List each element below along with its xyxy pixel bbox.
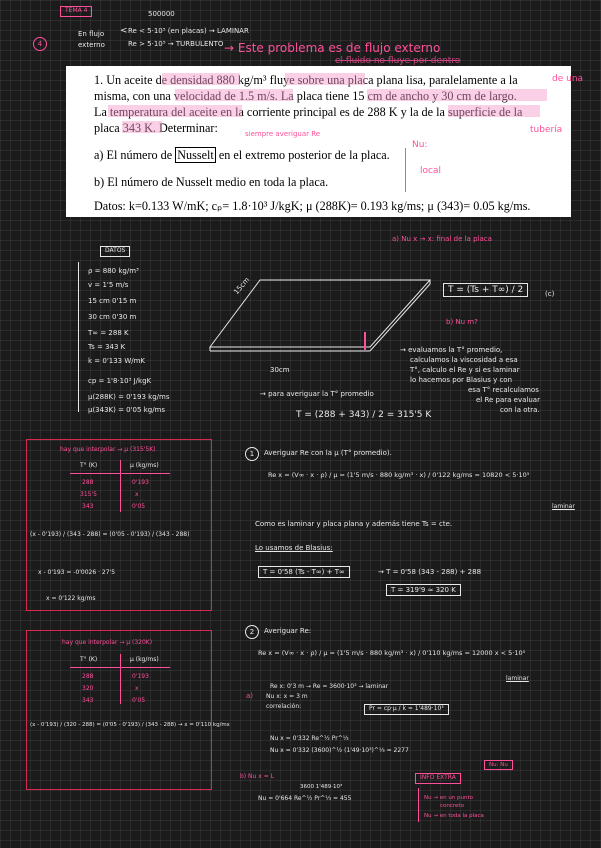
brace-icon: < [120, 26, 128, 36]
nu-med-line-2: Nu = 0'664 Re^½ Pr^⅓ = 455 [258, 795, 352, 802]
problem-line-1: 1. Un aceite de densidad 880 kg/m³ fluye sobre una placa plana lisa, paralelamente a la [94, 73, 518, 87]
interp2-title: hay que interpolar → μ (320K) [62, 639, 153, 646]
step1-laminar: laminar [552, 503, 575, 510]
turbulent-rule: Re > 5·10⁵ → TURBULENTO [128, 40, 224, 48]
pr-formula: Pr = cp·μ / k = 1'489·10³ [364, 704, 449, 715]
interp1-r0c1: 0'193 [132, 479, 149, 486]
interp1-col2: μ (kg/ms) [130, 462, 159, 469]
info-3: Nu → en toda la placa [424, 813, 484, 819]
eval-note-1: → evaluamos la T° promedio, [400, 346, 503, 354]
re-critical-value: 500000 [148, 10, 175, 18]
dato-1: v = 1'5 m/s [88, 281, 129, 289]
scratched-note: el fluido no fluye por dentro [335, 56, 461, 66]
interp2-r1c0: 320 [82, 685, 94, 692]
problem-question-b: b) El número de Nusselt medio en toda la placa. [94, 175, 329, 189]
interp2-r2c1: 0'05 [132, 697, 146, 704]
film-temp-label: (c) [545, 290, 555, 298]
problem-line-4: placa 343 K. Determinar: [94, 121, 218, 135]
interp1-r0c0: 288 [82, 479, 94, 486]
dim-15cm: 15cm [232, 275, 252, 297]
interp2-r1c1: x [135, 685, 139, 692]
nusselt-highlight: Nusselt [177, 148, 214, 162]
interp1-divider [120, 460, 121, 512]
topic-tag: TEMA 4 [60, 6, 92, 17]
interp1-r2c0: 343 [82, 503, 94, 510]
dato-3: 30 cm 0'30 m [88, 313, 137, 321]
highlight-oil-temp [108, 105, 242, 117]
step2-formula: Re x = (V∞ · x · ρ) / μ = (1'5 m/s · 880 kg/m³ · x) / 0'110 kg/ms = 12000 x < 5·10⁵ [258, 649, 526, 657]
flow-label-2: externo [78, 41, 105, 49]
film-temp-formula: T = (Ts + T∞) / 2 [443, 283, 528, 297]
rex-line: Re x: 0'3 m → Re = 3600·10³ → laminar [270, 683, 389, 690]
nu-med-note: b) Nu m? [446, 318, 478, 326]
flow-label-1: En flujo [78, 30, 105, 38]
avg-temp-text: → para averiguar la T° promedio [260, 390, 374, 398]
annotation-siempre: siempre averiguar Re [245, 130, 321, 138]
interp2-col1: T° (K) [80, 656, 98, 663]
step1-formula: Re x = (V∞ · x · ρ) / μ = (1'5 m/s · 880 kg/m³ · x) / 0'122 kg/ms = 10820 < 5·10⁵ [268, 471, 530, 479]
problem-line-2: misma, con una velocidad de 1.5 m/s. La placa tiene 15 cm de ancho y 30 cm de largo. [94, 89, 517, 103]
blasius-result-1: → T = 0'58 (343 - 288) + 288 [378, 568, 482, 576]
eval-note-5: esa T° recalculamos [468, 386, 539, 394]
info-badge: Nu: Nu [484, 760, 513, 770]
nu-line-1: Nu x: x = 3 m [266, 693, 308, 700]
dato-5: Ts = 343 K [88, 343, 126, 351]
dato-2: 15 cm 0'15 m [88, 297, 137, 305]
margin-note-2: tubería [530, 125, 563, 135]
dato-7: cp = 1'8·10³ J/kgK [88, 377, 152, 385]
eval-note-2: calculamos la viscosidad a esa [410, 356, 518, 364]
highlight-surface [448, 105, 540, 117]
interp1-calc-2: x = 0'122 kg/ms [46, 595, 96, 602]
interp2-divider [120, 654, 121, 704]
info-1: Nu → en un punto [424, 795, 474, 801]
dato-4: T∞ = 288 K [88, 329, 129, 337]
step2-laminar: laminar [506, 675, 529, 682]
annotation-local: local [420, 166, 441, 176]
interp1-r1c0: 315'5 [80, 491, 97, 498]
highlight-plate [285, 73, 365, 85]
interp2-calc-0: (x - 0'193) / (320 - 288) = (0'05 - 0'193) / (343 - 288) → x = 0'110 kg/ms [30, 722, 230, 728]
interp1-calc-0: (x - 0'193) / (343 - 288) = (0'05 - 0'193) / (343 - 288) [30, 531, 190, 538]
nu-line-2: correlación: [266, 703, 302, 710]
info-2: concreto [440, 803, 464, 809]
dato-9: μ(343K) = 0'05 kg/ms [88, 406, 166, 414]
blasius-title: Lo usamos de Blasius: [255, 544, 333, 552]
interp2-col2: μ (kg/ms) [130, 656, 159, 663]
avg-temp-formula: T = (288 + 343) / 2 = 315'5 K [296, 410, 432, 420]
dato-6: k = 0'133 W/mK [88, 357, 146, 365]
dato-8: μ(288K) = 0'193 kg/ms [88, 393, 170, 401]
dato-0: ρ = 880 kg/m³ [88, 267, 139, 275]
bracket-line [405, 148, 406, 192]
nu-eq-1: Nu x = 0'332 Re^½ Pr^⅓ [270, 735, 349, 742]
problem-question-a: a) El número de Nusselt en el extremo posterior de la placa. [94, 148, 390, 162]
step2-title: Averiguar Re: [264, 627, 312, 635]
interp1-r2c1: 0'05 [132, 503, 146, 510]
info-bracket [418, 788, 419, 822]
step1-title: Averiguar Re con la μ (T° promedio). [264, 449, 392, 457]
interpolation-box-1 [26, 439, 212, 611]
interpolation-box-2 [26, 630, 212, 790]
margin-note-1: de una [552, 74, 584, 84]
datos-bracket [78, 262, 79, 412]
interp2-r2c0: 343 [82, 697, 94, 704]
step1-number: 1 [245, 447, 259, 461]
problem-number: 4 [33, 37, 47, 51]
nu-eq-2: Nu x = 0'332 (3600)^½ (1'49·10³)^⅓ = 2277 [270, 747, 409, 754]
step2-number: 2 [245, 625, 259, 639]
datos-title: DATOS [100, 246, 130, 257]
nu-x-note: a) Nu x → x: final de la placa [392, 235, 492, 243]
blasius-result-2: T = 319'9 ≈ 320 K [386, 584, 461, 596]
laminar-rule: Re < 5·10⁵ (en placas) → LAMINAR [128, 27, 249, 35]
nu-med-line-1: 3600 1'489·10³ [300, 784, 343, 790]
dim-30cm: 30cm [270, 366, 290, 374]
interp1-r1c1: x [135, 491, 139, 498]
interp2-r0c0: 288 [82, 673, 94, 680]
interp1-calc-1: x - 0'193 = -0'0026 · 27'5 [38, 569, 116, 576]
blasius-note: Como es laminar y placa plana y además tiene Ts = cte. [255, 520, 453, 528]
eval-note-6: el Re para evaluar [476, 396, 540, 404]
info-extra-box: INFO EXTRA [415, 773, 461, 784]
annotation-nu: Nu: [412, 140, 428, 150]
part-a-label: a) [246, 692, 254, 700]
problem-line-3: La temperatura del aceite en la corriente principal es de 288 K y la de la superficie de la [94, 105, 523, 119]
problem-data-line: Datos: k=0.133 W/mK; cₚ= 1.8·10³ J/kgK; μ (288K)= 0.193 kg/ms; μ (343)= 0.05 kg/ms. [94, 199, 531, 213]
highlight-density [162, 73, 240, 85]
external-flow-note: → Este problema es de flujo externo [224, 41, 441, 55]
blasius-formula: T = 0'58 (Ts - T∞) + T∞ [258, 566, 350, 578]
eval-note-7: con la otra. [500, 406, 540, 414]
highlight-velocity [175, 89, 293, 101]
interp1-col1: T° (K) [80, 462, 98, 469]
interp1-title: hay que interpolar → μ (315'5K) [60, 446, 156, 453]
eval-note-3: T°, calculo el Re y si es laminar [410, 366, 520, 374]
highlight-surface-temp [122, 121, 162, 133]
part-b-label: b) Nu x = L [240, 773, 274, 780]
highlight-dimensions [367, 89, 547, 101]
interp2-r0c1: 0'193 [132, 673, 149, 680]
eval-note-4: lo hacemos por Blasius y con [410, 376, 513, 384]
